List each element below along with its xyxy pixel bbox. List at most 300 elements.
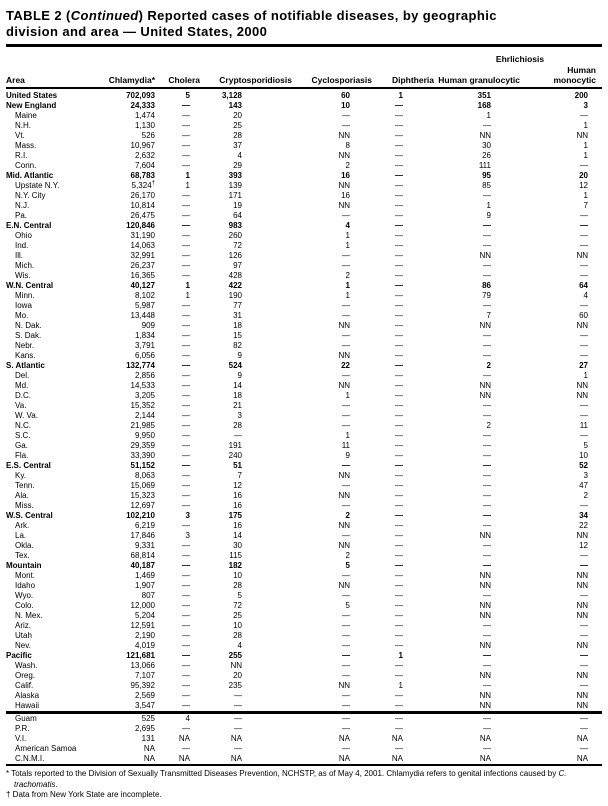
col-header-cholera: Cholera (162, 65, 204, 88)
value-cell: — (395, 181, 403, 190)
value-cell: — (342, 641, 350, 650)
value-cell: 29,359 (130, 441, 155, 450)
value-cell: NN (479, 251, 491, 260)
table-row (6, 671, 602, 681)
value-cell: — (580, 681, 588, 690)
value-cell: — (395, 601, 403, 610)
table-row (6, 281, 602, 291)
value-cell: 12,697 (130, 501, 155, 510)
value-cell: — (182, 744, 190, 753)
area-cell: Mo. (15, 311, 29, 320)
value-cell: 64 (579, 281, 588, 290)
table-row (6, 511, 602, 521)
value-cell: 1,474 (134, 111, 155, 120)
area-cell: W.S. Central (6, 511, 53, 520)
value-cell: 28 (233, 631, 242, 640)
col-header-diphtheria: Diphtheria (376, 65, 438, 88)
area-cell: Pa. (15, 211, 28, 220)
value-cell: 20 (579, 171, 588, 180)
value-cell: 18 (233, 391, 242, 400)
value-cell: — (483, 681, 491, 690)
value-cell: — (580, 551, 588, 560)
value-cell: NN (479, 571, 491, 580)
value-cell: 20 (233, 111, 242, 120)
area-cell: Idaho (15, 581, 36, 590)
value-cell: NN (338, 321, 350, 330)
value-cell: 18 (233, 321, 242, 330)
area-cell: Mid. Atlantic (6, 171, 54, 180)
value-cell: — (342, 631, 350, 640)
value-cell: 3 (583, 471, 588, 480)
value-cell: — (182, 231, 190, 240)
value-cell: — (376, 713, 438, 725)
value-cell: NA (391, 734, 403, 743)
value-cell: — (483, 521, 491, 530)
value-cell: — (182, 271, 190, 280)
value-cell: 14 (233, 531, 242, 540)
value-cell: — (395, 621, 403, 630)
value-cell: — (395, 671, 403, 680)
value-cell: 9,331 (134, 541, 155, 550)
value-cell: — (182, 591, 190, 600)
value-cell: — (182, 661, 190, 670)
area-cell: Alaska (15, 691, 40, 700)
value-cell: — (342, 621, 350, 630)
value-cell: — (182, 121, 190, 130)
area-cell: New England (6, 101, 57, 110)
value-cell: — (395, 331, 403, 340)
value-cell: NN (576, 581, 588, 590)
value-cell: 111 (478, 161, 491, 170)
area-cell: Wash. (15, 661, 38, 670)
value-cell: 28 (233, 421, 242, 430)
value-cell: NN (338, 181, 350, 190)
value-cell: 1 (398, 651, 403, 660)
value-cell: 9 (237, 371, 242, 380)
value-cell: 79 (482, 291, 491, 300)
table-row (6, 331, 602, 341)
value-cell: 19 (233, 201, 242, 210)
table-row (6, 591, 602, 601)
value-cell: — (395, 241, 403, 250)
table-row (6, 754, 602, 765)
value-cell: 5,204 (134, 611, 155, 620)
value-cell: 983 (228, 221, 242, 230)
value-cell: — (395, 511, 403, 520)
footnote-dagger-symbol: † (6, 790, 11, 799)
value-cell: 2 (345, 161, 350, 170)
value-cell: 235 (228, 681, 242, 690)
value-cell: 51 (233, 461, 242, 470)
value-cell: NN (576, 671, 588, 680)
value-cell: — (182, 401, 190, 410)
value-cell: — (182, 641, 190, 650)
value-cell: 95 (482, 171, 491, 180)
value-cell: — (342, 701, 350, 710)
value-cell: — (395, 481, 403, 490)
value-cell: — (182, 631, 190, 640)
value-cell: 7,107 (134, 671, 155, 680)
value-cell: 8 (345, 141, 350, 150)
area-cell: Ill. (15, 251, 23, 260)
table-row (6, 501, 602, 511)
value-cell: — (483, 471, 491, 480)
area-cell: Tenn. (15, 481, 35, 490)
value-cell: — (580, 161, 588, 170)
value-cell: NA (391, 754, 403, 763)
value-cell: — (580, 111, 588, 120)
value-cell: — (483, 744, 491, 753)
value-cell: 77 (233, 301, 242, 310)
value-cell: 3,205 (134, 391, 155, 400)
value-cell: NN (479, 671, 491, 680)
table-row (6, 561, 602, 571)
value-cell: 4 (345, 221, 350, 230)
value-cell: — (342, 301, 350, 310)
title-prefix: TABLE 2 ( (6, 8, 71, 23)
value-cell: — (182, 241, 190, 250)
value-cell: — (580, 631, 588, 640)
value-cell: 28 (233, 131, 242, 140)
table-row (6, 88, 602, 101)
value-cell: — (182, 671, 190, 680)
value-cell: 5 (345, 601, 350, 610)
value-cell: 30 (233, 541, 242, 550)
value-cell: NN (479, 611, 491, 620)
area-cell: W. Va. (15, 411, 38, 420)
area-cell: N. Dak. (15, 321, 42, 330)
value-cell: — (342, 311, 350, 320)
value-cell: — (182, 601, 190, 610)
value-cell: — (182, 651, 190, 660)
value-cell: 1,469 (134, 571, 155, 580)
table-row (6, 401, 602, 411)
value-cell: 4 (237, 151, 242, 160)
value-cell: — (395, 461, 403, 470)
value-cell: — (395, 391, 403, 400)
value-cell: — (182, 201, 190, 210)
area-cell: Hawaii (15, 701, 40, 710)
value-cell: — (483, 411, 491, 420)
value-cell: 21 (233, 401, 242, 410)
group-header-row (6, 47, 602, 65)
value-cell: — (580, 241, 588, 250)
value-cell: — (182, 341, 190, 350)
value-cell: — (234, 431, 242, 440)
value-cell: — (395, 301, 403, 310)
value-cell: 12 (233, 481, 242, 490)
table-row (6, 431, 602, 441)
area-cell: Vt. (15, 131, 25, 140)
table-row (6, 101, 602, 111)
value-cell: 9 (486, 211, 491, 220)
value-cell: — (580, 351, 588, 360)
value-cell: 4,019 (134, 641, 155, 650)
value-cell: 13,448 (130, 311, 155, 320)
value-cell: 10 (233, 621, 242, 630)
value-cell: 5,324† (131, 180, 155, 190)
table-row (6, 551, 602, 561)
value-cell: — (395, 661, 403, 670)
value-cell: — (395, 141, 403, 150)
value-cell: 10 (341, 101, 350, 110)
table-body (6, 88, 602, 765)
value-cell: — (395, 191, 403, 200)
value-cell: 351 (477, 91, 491, 100)
area-cell: Pacific (6, 651, 32, 660)
value-cell: — (395, 231, 403, 240)
value-cell: — (438, 713, 524, 725)
title-rest: ) Reported cases of notifiable diseases, by geographic (138, 8, 497, 23)
table-row (6, 181, 602, 191)
value-cell: 2,856 (134, 371, 155, 380)
value-cell: — (483, 191, 491, 200)
value-cell: — (395, 471, 403, 480)
value-cell: — (580, 724, 588, 733)
value-cell: NA (230, 754, 242, 763)
value-cell: — (395, 121, 403, 130)
value-cell: 17,846 (130, 531, 155, 540)
area-cell: Ariz. (15, 621, 31, 630)
value-cell: — (182, 691, 190, 700)
value-cell: — (483, 551, 491, 560)
value-cell: — (342, 331, 350, 340)
value-cell: NA (576, 734, 588, 743)
value-cell: NA (230, 734, 242, 743)
value-cell: — (182, 471, 190, 480)
value-cell: — (395, 151, 403, 160)
footnote-asterisk-period: . (55, 779, 58, 789)
value-cell: 2 (345, 271, 350, 280)
table-row (6, 171, 602, 181)
table-row (6, 601, 602, 611)
value-cell: — (483, 431, 491, 440)
value-cell: — (395, 201, 403, 210)
value-cell: — (234, 701, 242, 710)
table-row (6, 301, 602, 311)
table-row (6, 111, 602, 121)
area-cell: American Samoa (15, 744, 77, 753)
value-cell: — (395, 691, 403, 700)
table-row (6, 121, 602, 131)
value-cell: 10 (233, 571, 242, 580)
value-cell: NA (576, 754, 588, 763)
area-cell: Fla. (15, 451, 29, 460)
value-cell: 2 (486, 421, 491, 430)
value-cell: 3,791 (134, 341, 155, 350)
table-row (6, 191, 602, 201)
area-cell: N. Mex. (15, 611, 43, 620)
table-row (6, 581, 602, 591)
value-cell: — (182, 681, 190, 690)
value-cell: — (483, 351, 491, 360)
value-cell: 5 (345, 561, 350, 570)
area-cell: Del. (15, 371, 30, 380)
value-cell: — (342, 671, 350, 680)
value-cell: — (395, 491, 403, 500)
value-cell: 24,333 (130, 101, 155, 110)
value-cell: — (182, 501, 190, 510)
area-cell: N.Y. City (15, 191, 46, 200)
value-cell: — (483, 341, 491, 350)
area-cell: N.C. (15, 421, 31, 430)
value-cell: NA (143, 754, 155, 763)
value-cell: 29 (233, 161, 242, 170)
value-cell: 72 (233, 241, 242, 250)
area-cell: E.S. Central (6, 461, 51, 470)
value-cell: 1,907 (134, 581, 155, 590)
value-cell: 126 (228, 251, 242, 260)
value-cell: 27 (579, 361, 588, 370)
value-cell: 6,219 (134, 521, 155, 530)
value-cell: NN (576, 701, 588, 710)
area-cell: Md. (15, 381, 29, 390)
value-cell: 31 (233, 311, 242, 320)
value-cell: — (580, 211, 588, 220)
area-cell: Ga. (15, 441, 28, 450)
value-cell: — (580, 341, 588, 350)
value-cell: — (182, 261, 190, 270)
value-cell: 9,950 (134, 431, 155, 440)
value-cell: — (234, 744, 242, 753)
area-cell: Iowa (15, 301, 32, 310)
value-cell: — (342, 421, 350, 430)
value-cell: — (234, 724, 242, 733)
value-cell: — (395, 351, 403, 360)
value-cell: 255 (228, 651, 242, 660)
value-cell: NN (576, 321, 588, 330)
value-cell: 25 (233, 611, 242, 620)
table-row (6, 151, 602, 161)
value-cell: 51,152 (130, 461, 155, 470)
value-cell: — (342, 724, 350, 733)
value-cell: — (483, 271, 491, 280)
value-cell: 9 (345, 451, 350, 460)
area-cell: Ark. (15, 521, 30, 530)
table-row (6, 351, 602, 361)
area-cell: S. Atlantic (6, 361, 45, 370)
value-cell: — (182, 321, 190, 330)
value-cell: — (342, 251, 350, 260)
value-cell: — (395, 111, 403, 120)
value-cell: — (483, 221, 491, 230)
value-cell: 86 (482, 281, 491, 290)
value-cell: — (182, 301, 190, 310)
value-cell: — (342, 341, 350, 350)
value-cell: 16 (233, 501, 242, 510)
value-cell: 12,591 (130, 621, 155, 630)
value-cell: — (580, 561, 588, 570)
value-cell: 2,632 (134, 151, 155, 160)
value-cell: — (483, 724, 491, 733)
value-cell: 82 (233, 341, 242, 350)
value-cell: 6,056 (134, 351, 155, 360)
value-cell: 524 (228, 361, 242, 370)
value-cell: — (395, 541, 403, 550)
value-cell: — (342, 501, 350, 510)
area-cell: Nebr. (15, 341, 35, 350)
value-cell: 428 (228, 271, 242, 280)
area-cell: Okla. (15, 541, 34, 550)
value-cell: 95,392 (130, 681, 155, 690)
table-row (6, 361, 602, 371)
value-cell: — (182, 521, 190, 530)
value-cell: 15 (233, 331, 242, 340)
value-cell: NN (338, 681, 350, 690)
value-cell: — (395, 251, 403, 260)
area-cell: D.C. (15, 391, 31, 400)
value-cell: — (395, 641, 403, 650)
table-row (6, 541, 602, 551)
value-cell: — (182, 381, 190, 390)
value-cell: — (395, 591, 403, 600)
value-cell: NA (479, 754, 491, 763)
title-line-1 (6, 8, 602, 24)
table-row (6, 321, 602, 331)
area-cell: S. Dak. (15, 331, 42, 340)
value-cell: — (342, 691, 350, 700)
value-cell: 3 (583, 101, 588, 110)
value-cell: 1 (398, 91, 403, 100)
value-cell: — (182, 411, 190, 420)
value-cell: NN (576, 611, 588, 620)
value-cell: NN (338, 491, 350, 500)
value-cell: 175 (228, 511, 242, 520)
value-cell: — (395, 631, 403, 640)
value-cell: — (483, 121, 491, 130)
area-cell: Maine (15, 111, 37, 120)
value-cell: 1,130 (134, 121, 155, 130)
value-cell: 139 (228, 181, 242, 190)
value-cell: 260 (228, 231, 242, 240)
value-cell: — (342, 261, 350, 270)
value-cell: — (580, 431, 588, 440)
value-cell: — (395, 421, 403, 430)
value-cell: 21,985 (130, 421, 155, 430)
value-cell: — (395, 561, 403, 570)
value-cell: — (182, 561, 190, 570)
value-cell: 3 (185, 531, 190, 540)
value-cell: 40,127 (130, 281, 155, 290)
value-cell: NA (338, 734, 350, 743)
value-cell: NA (338, 754, 350, 763)
value-cell: — (483, 261, 491, 270)
area-cell: V.I. (15, 734, 27, 743)
value-cell: 15,069 (130, 481, 155, 490)
value-cell: 11 (579, 421, 588, 430)
value-cell: 1 (583, 141, 588, 150)
value-cell: — (342, 571, 350, 580)
value-cell: — (580, 301, 588, 310)
value-cell: — (342, 744, 350, 753)
value-cell: 1 (345, 431, 350, 440)
table-row (6, 521, 602, 531)
value-cell: NN (576, 601, 588, 610)
value-cell: 2 (345, 551, 350, 560)
value-cell: NN (338, 471, 350, 480)
value-cell: — (296, 713, 376, 725)
table-row (6, 411, 602, 421)
value-cell: 20 (233, 671, 242, 680)
value-cell: — (395, 211, 403, 220)
table-row (6, 611, 602, 621)
table-row (6, 251, 602, 261)
value-cell: 393 (228, 171, 242, 180)
table-title (6, 6, 602, 39)
value-cell: 16 (233, 491, 242, 500)
value-cell: — (395, 101, 403, 110)
value-cell: 526 (141, 131, 155, 140)
